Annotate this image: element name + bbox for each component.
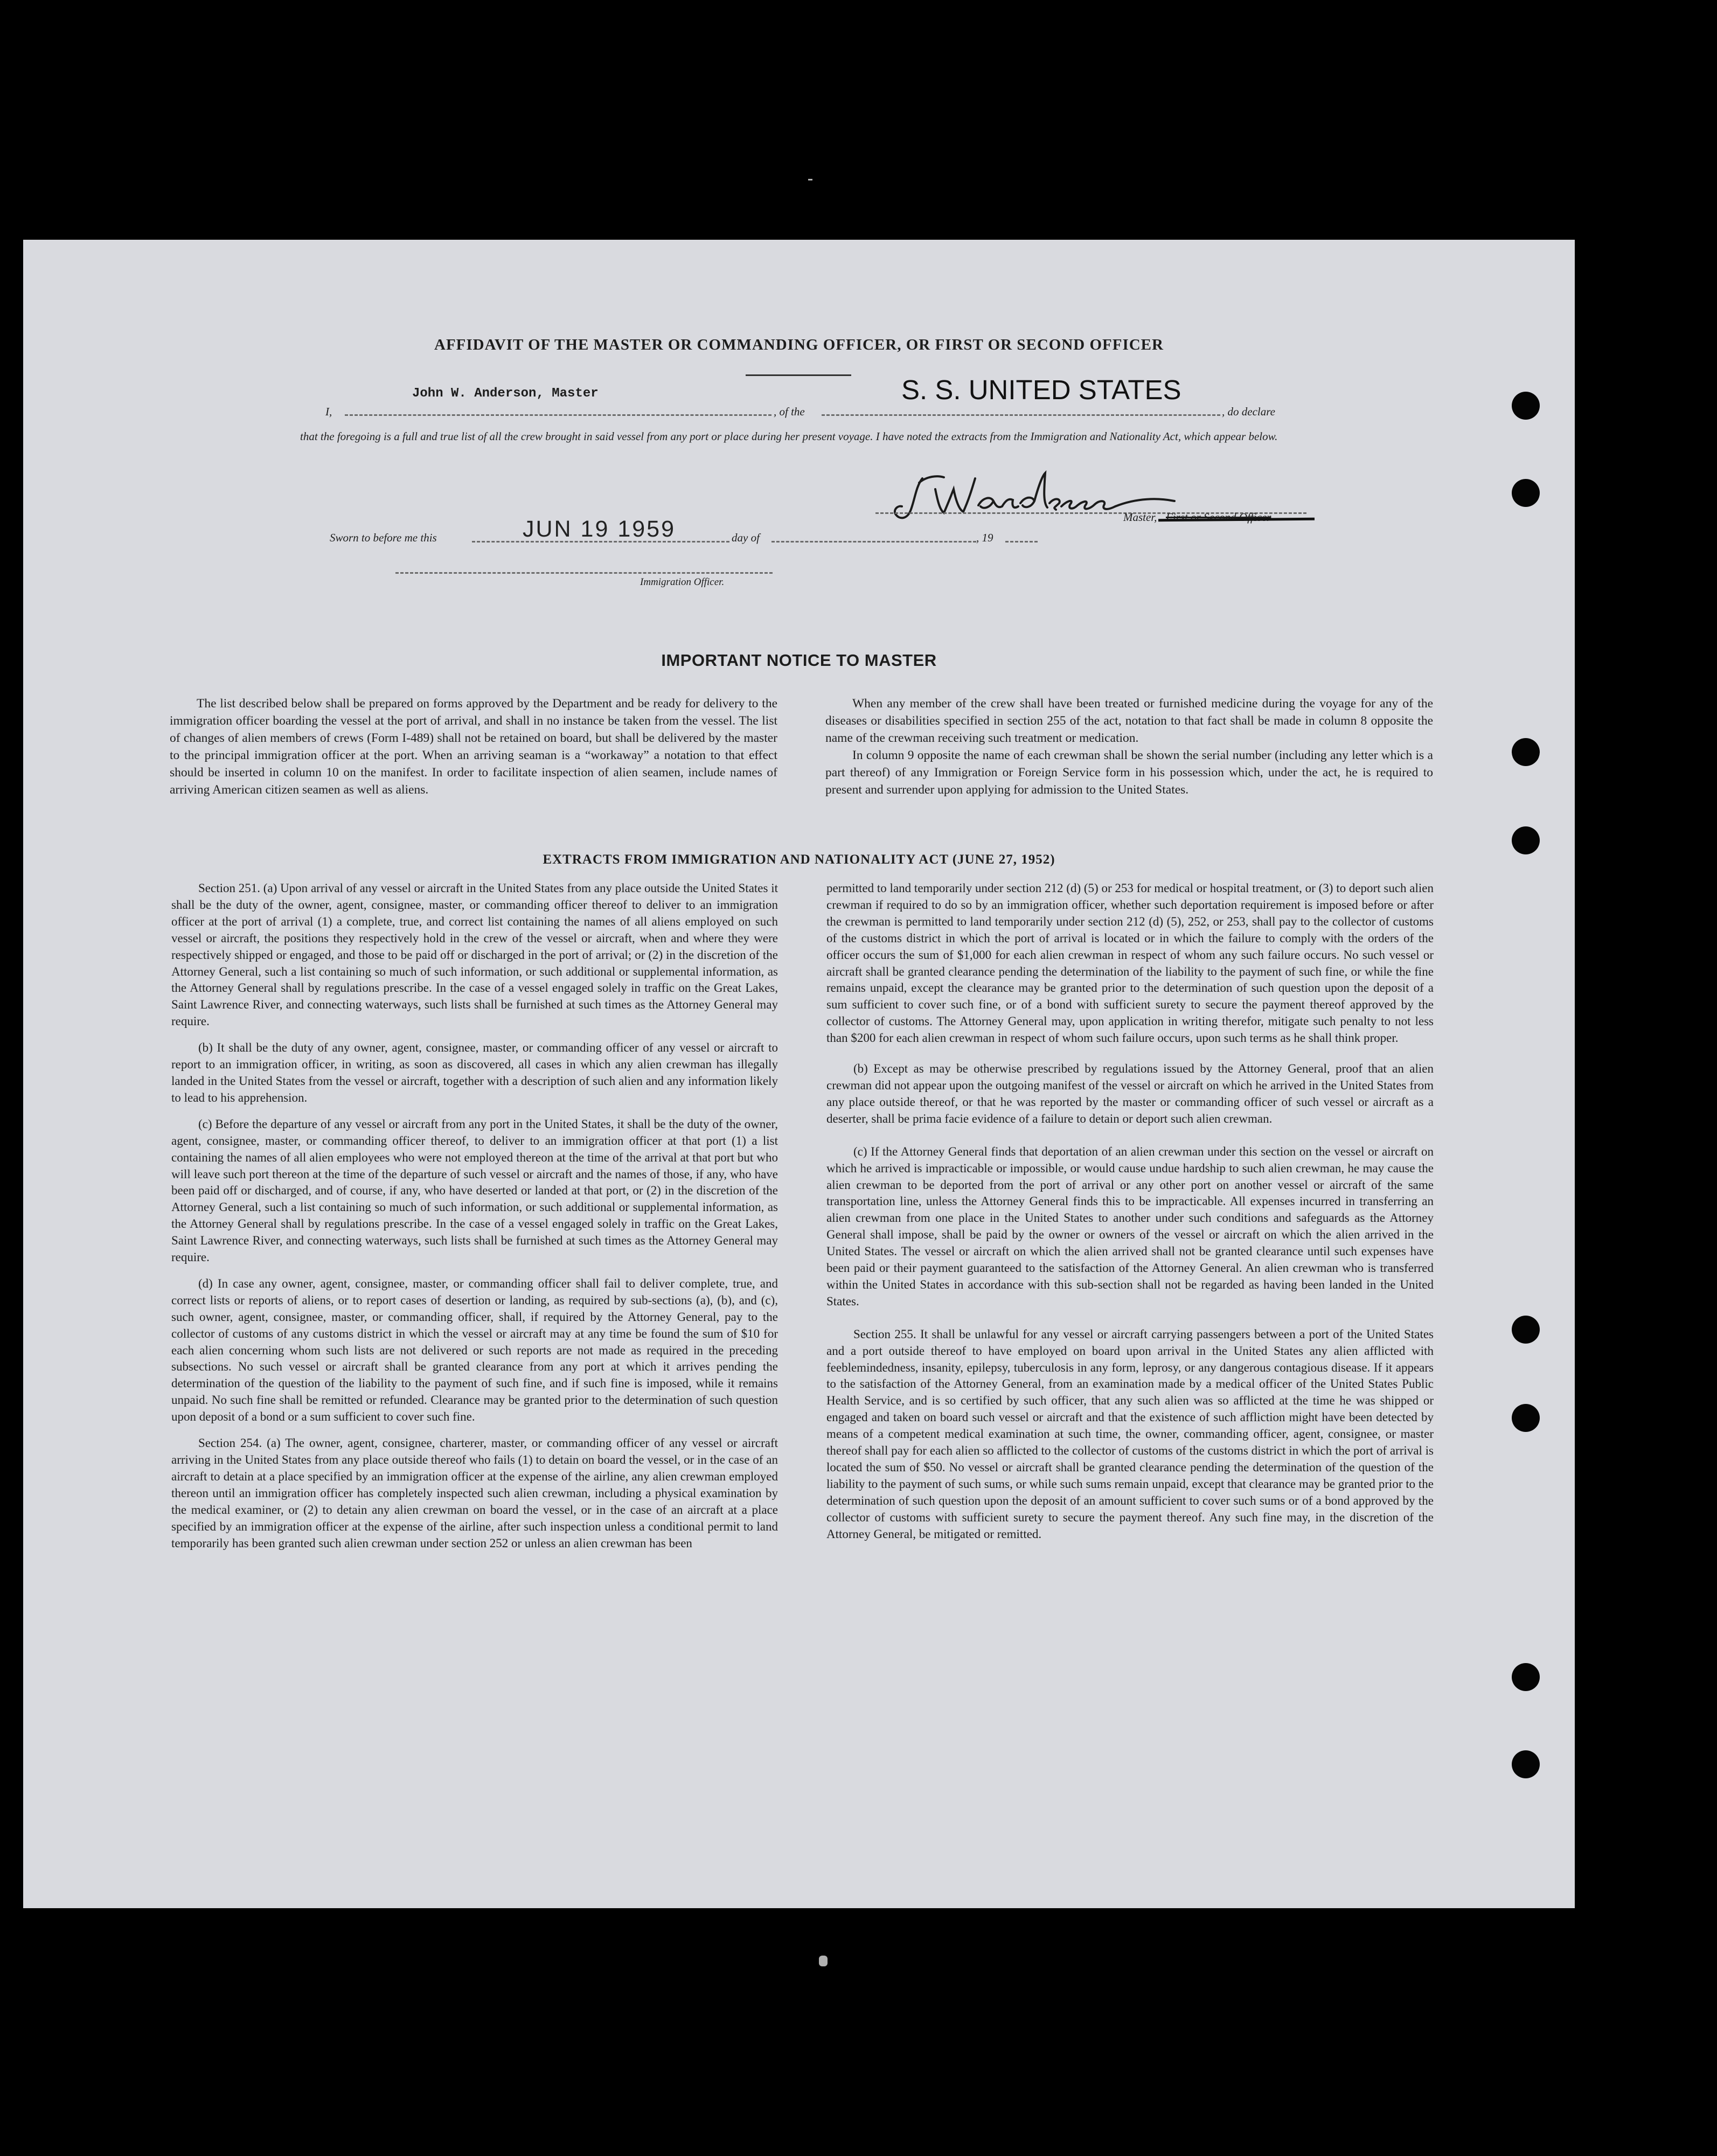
extracts-heading: EXTRACTS FROM IMMIGRATION AND NATIONALITY ACT (JUNE 27, 1952) [543,852,1055,867]
vessel-line [822,414,1220,416]
binder-hole [1512,1750,1540,1778]
immigration-officer-label: Immigration Officer. [640,576,725,588]
binder-hole [1512,479,1540,507]
year-line [1005,541,1038,543]
section-254a: Section 254. (a) The owner, agent, consignee, charterer, master, or commanding officer of any vessel or aircraft arriving in the United States from any place outside thereof who fails (1) to detain on board the vessel, or in the case of an aircraft to detain at a place specified by an immigration officer at the expense of the airline, any alien crewman employed thereon until an immigration officer has completely inspected such alien crewman, including a physical examination by the medical examiner, or (2) to detain any alien crewman on board the vessel, or in the case of an aircraft at a place specified by an immigration officer at the expense of the airline, after such inspection unless a conditional permit to land temporarily has been granted such alien crewman under section 252 or unless an alien crewman has been [171,1436,778,1550]
section-251c: (c) Before the departure of any vessel or aircraft from any port in the United States, it shall be the duty of the owner, agent, consignee, master, or commanding officer thereof, to deliver to an immigration officer at that port (1) a list containing the names of all alien employees who were not employed thereon at the time of the arrival at that port but who will leave such port thereon at the time of the departure of such vessel or aircraft and the names of those, if any, who have been paid off or discharged, and of course, if any, who have deserted or landed at that port, or (2) in the discretion of the Attorney General, such a list containing so much of such information, or such additional or supplemental information, as the Attorney General shall by regulations prescribe. In the case of a vessel engaged solely in traffic on the Great Lakes, Saint Lawrence River, and connecting waterways, such lists shall be furnished at such times as the Attorney General may require. [171,1117,778,1264]
name-line [345,414,771,416]
section-251b: (b) It shall be the duty of any owner, agent, consignee, master, or commanding officer of any vessel or aircraft to report to an immigration officer, in writing, as soon as discovered, all cases in which any alien crewman has illegally landed in the United States from the vessel or aircraft, together with a description of such alien and any information likely to lead to his apprehension. [171,1041,778,1104]
extracts-right-column [826,880,1434,1553]
binder-hole [1512,738,1540,766]
notice-left-column [170,695,777,808]
binder-hole [1512,392,1540,420]
notice-right-column [825,695,1433,808]
section-254a-continued: permitted to land temporarily under section 212 (d) (5) or 253 for medical or hospital treatment, or (3) to deport such alien crewman if required to do so by an immigration officer, whether such deportation requirement is imposed before or after the crewman is permitted to land temporarily under section 212 (d) (5), 252, or 253, shall pay to the collector of customs of the customs district in which the port of arrival is located or in which the failure to comply with the orders of the officer occurs the sum of $1,000 for each alien crewman in respect of whom any such failure occurs. No such vessel or aircraft shall be granted clearance pending the determination of the liability to the payment of such fine, or while the fine remains unpaid, except the clearance may be granted prior to the determination of such question upon the deposit of a sum sufficient to cover such fine, or of a bond with sufficient surety to secure the payment thereof approved by the collector of customs. The Attorney General may, upon application in writing therefor, mitigate such penalty to not less than $200 for each alien crewman in respect of whom such failure occurs, upon such terms as he shall think proper. [826,881,1434,1045]
binder-hole [1512,826,1540,854]
vessel-name: S. S. UNITED STATES [901,374,1181,405]
label-i: I, [325,405,332,418]
sworn-date-stamp: JUN 19 1959 [523,516,676,542]
notice-heading: IMPORTANT NOTICE TO MASTER [661,651,937,670]
binder-hole [1512,1316,1540,1344]
section-254b: (b) Except as may be otherwise prescribed by regulations issued by the Attorney General, proof that an alien crewman did not appear upon the outgoing manifest of the vessel or aircraft on which he arrived in the United States from any place outside thereof, or that he was reported by the master or commanding officer of such vessel or aircraft as a deserter, shall be prima facie evidence of a failure to detain or deport such alien crewman. [826,1062,1434,1125]
section-251a: Section 251. (a) Upon arrival of any vessel or aircraft in the United States from any place outside the United States it shall be the duty of the owner, agent, consignee, master, or commanding officer thereof to deliver to an immigration officer at the port of arrival (1) a complete, true, and correct list containing the names of all aliens employed on such vessel or aircraft, the positions they respectively hold in the crew of the vessel or aircraft, when and where they were respectively shipped or engaged, and those to be paid off or discharged in the port of arrival; or (2) in the discretion of the Attorney General, such a list containing so much of such information, or such additional or supplemental information, as the Attorney General shall by regulations prescribe. In the case of a vessel engaged solely in traffic on the Great Lakes, Saint Lawrence River, and connecting waterways, such lists shall be furnished at such times as the Attorney General may require. [171,881,778,1028]
extracts-left-column [171,880,778,1561]
sworn-label: Sworn to before me this [330,531,437,544]
section-254c: (c) If the Attorney General finds that deportation of an alien crewman under this section on the vessel or aircraft on which he arrived is impracticable or impossible, or would cause undue hardship to such alien crewman, he may cause the alien crewman to be deported from the port of arrival or any other port on another vessel or aircraft of the same transportation line, unless the Attorney General finds this to be impracticable. All expenses incurred in transferring an alien crewman from one place in the United States to another under such conditions and safeguards as the Attorney General shall impose, shall be paid by the owner or owners of the vessel or aircraft on which the alien arrived in the United States. The vessel or aircraft on which the alien arrived shall not be granted clearance until such expenses have been paid or their payment guaranteed to the satisfaction of the Attorney General. An alien crewman who is transferred within the United States in accordance with this sub-section shall not be regarded as having been landed in the United States. [826,1144,1434,1308]
master-name: John W. Anderson, Master [412,386,599,401]
signer-title-struck: First or Second Officer [1166,511,1271,524]
label-19: , 19 [976,531,993,544]
label-day-of: day of [732,531,760,544]
section-255: Section 255. It shall be unlawful for any vessel or aircraft carrying passengers between a port of the United States and a port outside thereof to have employed on board upon arrival in the United States any alien afflicted with feeblemindedness, insanity, epilepsy, tuberculosis in any form, leprosy, or any dangerous contagious disease. If it appears to the satisfaction of the Attorney General, from an examination made by a medical officer of the United States Public Health Service, and is so certified by such officer, that any such alien was so afflicted at the time he was shipped or engaged and taken on board such vessel or aircraft and that the existence of such affliction might have been detected by means of a competent medical examination at such time, the owner, commanding officer, agent, consignee, or master thereof shall pay for each alien so afflicted to the collector of customs of the customs district in which the port of arrival is located the sum of $50. No vessel or aircraft shall be granted clearance pending the determination of the question of the liability to the payment of such sums, or while such sums remain unpaid, except that clearance may be granted prior to the determination of such question upon the deposit of an amount sufficient to cover such sums or of a bond approved by the collector of customs with sufficient surety to secure the payment thereof. Any such fine may, in the discretion of the Attorney General, be mitigated or remitted. [826,1327,1434,1541]
signer-title-master: Master, [1123,511,1157,524]
notice-paragraph: The list described below shall be prepared on forms approved by the Department and be ready for delivery to the immigration officer boarding the vessel at the port of arrival, and shall in no instance be taken from the vessel. The list of changes of alien members of crews (Form I-489) shall not be retained on board, but shall be delivered by the master to the principal immigration officer at the port. When an arriving seaman is a “workaway” a notation to that effect should be inserted in column 10 on the manifest. In order to facilitate inspection of alien seamen, include names of arriving American citizen seamen as well as aliens. [170,697,777,797]
label-do-declare: , do declare [1222,405,1275,418]
scan-speck [819,1956,828,1966]
section-251d: (d) In case any owner, agent, consignee, master, or commanding officer shall fail to deliver complete, true, and correct lists or reports of aliens, or to report cases of desertion or landing, as required by sub-sections (a), (b), and (c), such owner, agent, consignee, master, or commanding officer, shall, if required by the Attorney General, pay to the collector of customs of any customs district in which the vessel or aircraft may at any time be found the sum of $10 for each alien concerning whom such lists are not delivered or such reports are not made as required in the preceding subsections. No such vessel or aircraft shall be granted clearance from any port at which it arrives pending the determination of the question of the liability to the payment of such fine, and if such fine is imposed, while it remains unpaid. No such fine shall be remitted or refunded. Clearance may be granted prior to the determination of such question upon deposit of a bond or a sum sufficient to cover such fine. [171,1276,778,1424]
officer-signature-line [395,572,773,574]
affidavit-heading: AFFIDAVIT OF THE MASTER OR COMMANDING OFFICER, OR FIRST OR SECOND OFFICER [434,336,1164,353]
heading-rule [746,374,851,376]
notice-paragraph: In column 9 opposite the name of each crewman shall be shown the serial number (including any letter which is a part thereof) of any Immigration or Foreign Service form in his possession which, under the act, he is required to present and surrender upon applying for admission to the United States. [825,748,1433,797]
label-of-the: , of the [774,405,805,418]
notice-paragraph: When any member of the crew shall have been treated or furnished medicine during the voyage for any of the diseases or disabilities specified in section 255 of the act, notation to that fact shall be made in column 8 opposite the name of the crewman receiving such treatment or medication. [825,697,1433,745]
month-line [771,541,976,543]
declaration-text: that the foregoing is a full and true list of all the crew brought in said vessel from any port or place during her present voyage. I have noted the extracts from the Immigration and Nationality Act, which appear below. [300,430,1278,443]
scan-speck [808,179,812,180]
binder-hole [1512,1663,1540,1691]
binder-hole [1512,1404,1540,1432]
